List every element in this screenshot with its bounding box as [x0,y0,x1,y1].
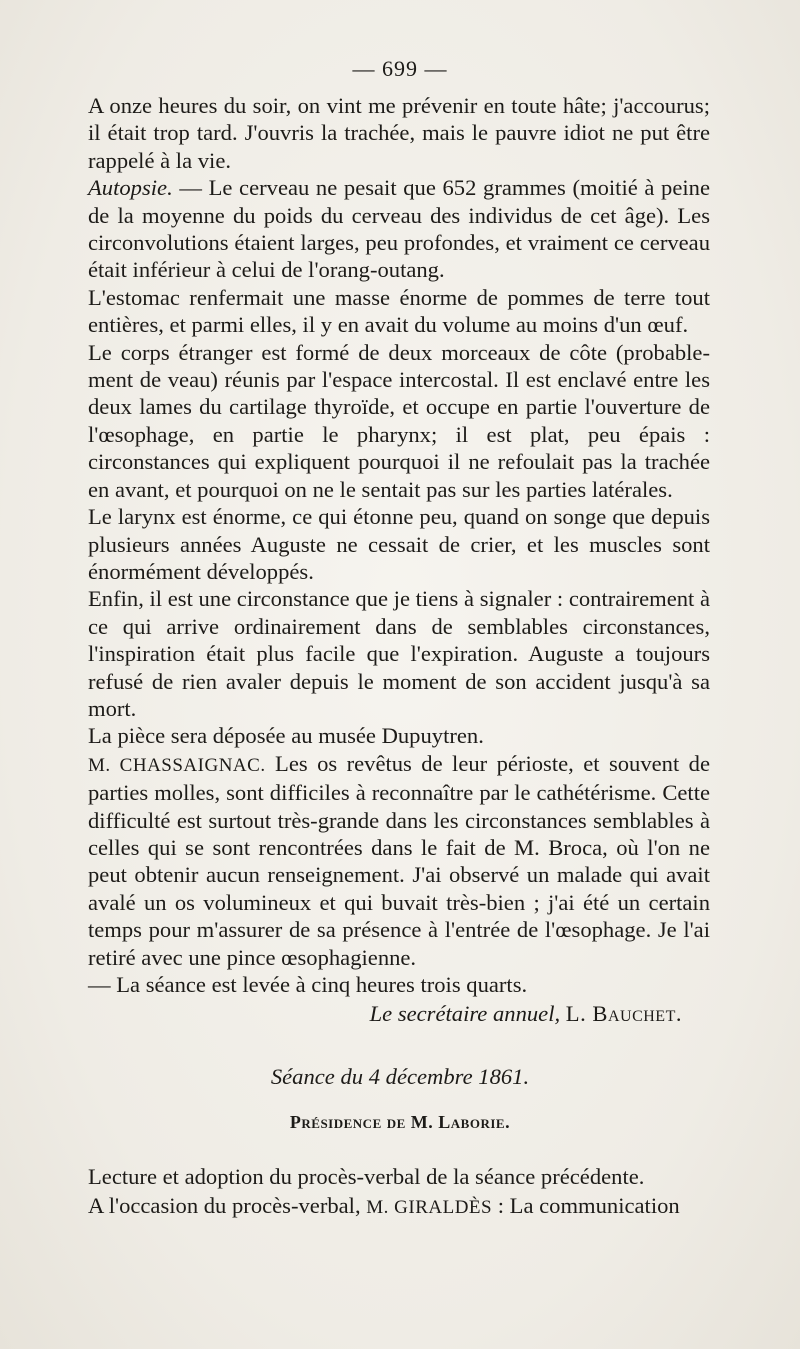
presidence-heading [0,1112,800,1133]
paragraph-autopsie [88,174,710,284]
closing-line-1: Lecture et adoption du procès-verbal de la séance précédente. [88,1164,645,1189]
paragraph-2-text: — Le cerveau ne pesait que 652 grammes (moitié à peine de la moyenne du poids du cerveau des individus de cet âge). Les circonvolutions étaient larges, peu profondes, et vraiment ce cerveau était inférieur à celui de l'orang-outang. [88,175,710,283]
paragraph-closing: — La séance est levée à cinq heures trois quarts. [88,972,528,997]
paragraph-7: La pièce sera déposée au musée Dupuytren. [88,723,484,749]
paragraph-3: L'estomac renfermait une masse énorme de pommes de terre tout entières, et parmi elles, il y en avait du volume au moins d'un œuf. [88,284,710,338]
autopsie-label: Autopsie. [88,175,173,201]
giraldes-label: M. GIRALDÈS [366,1197,493,1218]
paragraph-4: Le corps étranger est formé de deux morceaux de côte (probablement de veau) réunis par l'espace intercostal. Il est enclavé entre les deux lames du cartilage thyroïde, et occupe en partie l'ouverture de l'œsophage, en partie le pharynx; il est plat, peu épais : circonstances qui expliquent pourquoi il ne refoulait pas la trachée en avant, et pourquoi on ne le sentait pas sur les parties latérales. [88,339,710,502]
paragraph-chassaignac [88,750,710,971]
body-text [88,92,710,1028]
page-number: — 699 — [352,56,448,81]
signature-name: L. Bauchet. [565,1001,682,1027]
chassaignac-label: M. CHASSAIGNAC. [88,754,266,776]
presidence-text: Présidence de M. Laborie. [289,1112,511,1132]
paragraph-8-text: Les os revêtus de leur périoste, et souvent de parties molles, sont difficiles à reconnaître par le cathétérisme. Cette difficulté est surtout très-grande dans les circonstances semblables à celles qui se sont rencontrées dans le fait de M. Broca, où l'on ne peut obtenir aucun renseignement. J'ai observé un malade qui avait avalé un os volumineux et qui buvait très-bien ; j'ai été un certain temps pour m'assurer de sa présence à l'entrée de l'œsophage. Je l'ai retiré avec une pince œsophagienne. [88,750,710,970]
signature [88,1000,710,1027]
seance-heading: Séance du 4 décembre 1861. [270,1064,530,1089]
closing-line-2-suffix: : La communication [497,1193,680,1218]
paragraph-1: A onze heures du soir, on vint me prévenir en toute hâte; j'accourus; il était trop tard. J'ouvris la trachée, mais le pauvre idiot ne put être rappelé à la vie. [88,93,710,173]
closing-line-2-prefix: A l'occasion du procès-verbal, [88,1193,361,1218]
signature-role: Le secrétaire annuel, [369,1001,561,1027]
closing-block [88,1162,710,1222]
paragraph-6: Enfin, il est une circonstance que je tiens à signaler : contrairement à ce qui arrive ordinairement dans de semblables circonstances, l'inspiration était plus facile que l'expiration. Auguste a toujours refusé de rien avaler depuis le moment de son accident jusqu'à sa mort. [88,586,710,721]
closing-line-2 [88,1191,710,1222]
paragraph-5: Le larynx est énorme, ce qui étonne peu, quand on songe que depuis plusieurs années Auguste ne cessait de crier, et les muscles sont énormément développés. [88,504,710,584]
